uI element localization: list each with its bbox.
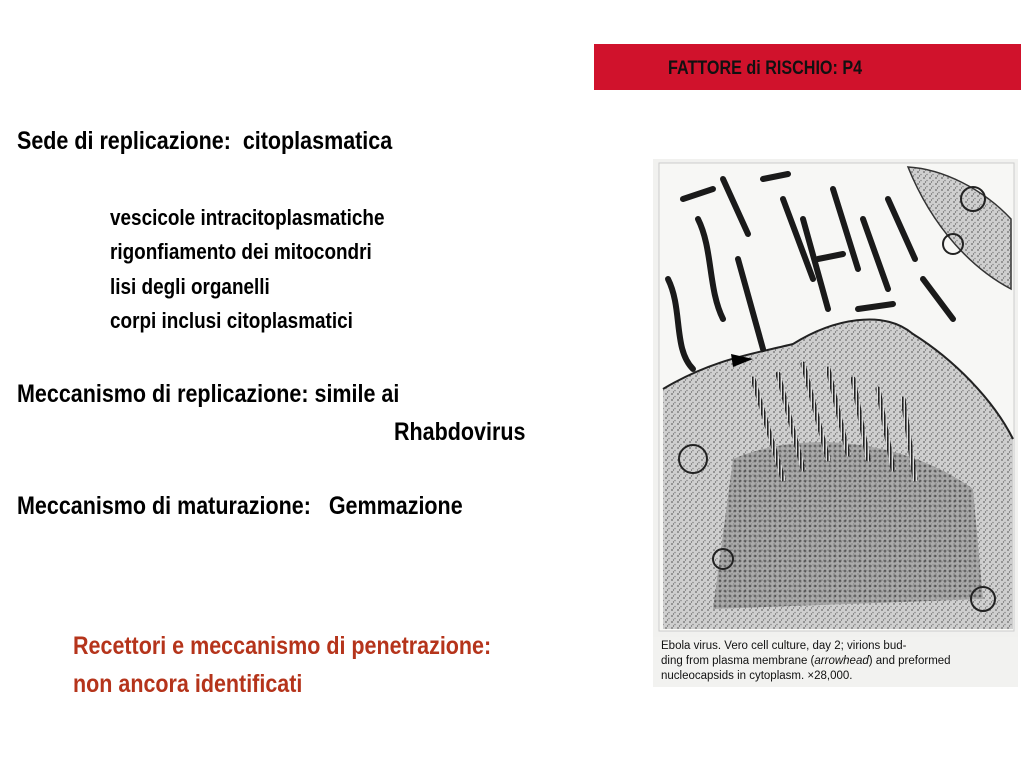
replication-mechanism-line1: Meccanismo di replicazione: simile ai [17,380,400,408]
maturation-label: Meccanismo di maturazione: [17,492,311,520]
replication-mechanism-line2: Rhabdovirus [394,418,526,446]
electron-micrograph-image [653,159,1018,637]
maturation-value: Gemmazione [328,492,463,520]
replication-site-item: lisi degli organelli [110,274,270,299]
caption-line-3: nucleocapsids in cytoplasm. ×28,000. [661,670,853,682]
replication-site-line [17,127,392,156]
caption-arrowhead-term: arrowhead [814,655,869,667]
replication-site-item: corpi inclusi citoplasmatici [110,308,353,333]
caption-line-1: Ebola virus. Vero cell culture, day 2; virions bud- [661,640,907,652]
caption-line-2-end: ) and preformed [868,655,951,667]
risk-factor-banner [594,44,1021,90]
replication-site-value: citoplasmatica [242,127,393,155]
risk-factor-text: FATTORE di RISCHIO: P4 [668,58,863,79]
caption-line-2 [661,654,1016,669]
maturation-line [17,492,463,521]
figure-caption [661,639,1016,684]
replication-site-item: rigonfiamento dei mitocondri [110,239,372,264]
receptors-line2: non ancora identificati [73,670,303,698]
ebola-micrograph-figure [653,159,1018,687]
replication-site-label: Sede di replicazione: [17,127,231,155]
replication-site-item: vescicole intracitoplasmatiche [110,205,385,230]
caption-line-2-start: ding from plasma membrane ( [661,655,815,667]
receptors-line1: Recettori e meccanismo di penetrazione: [73,632,492,660]
